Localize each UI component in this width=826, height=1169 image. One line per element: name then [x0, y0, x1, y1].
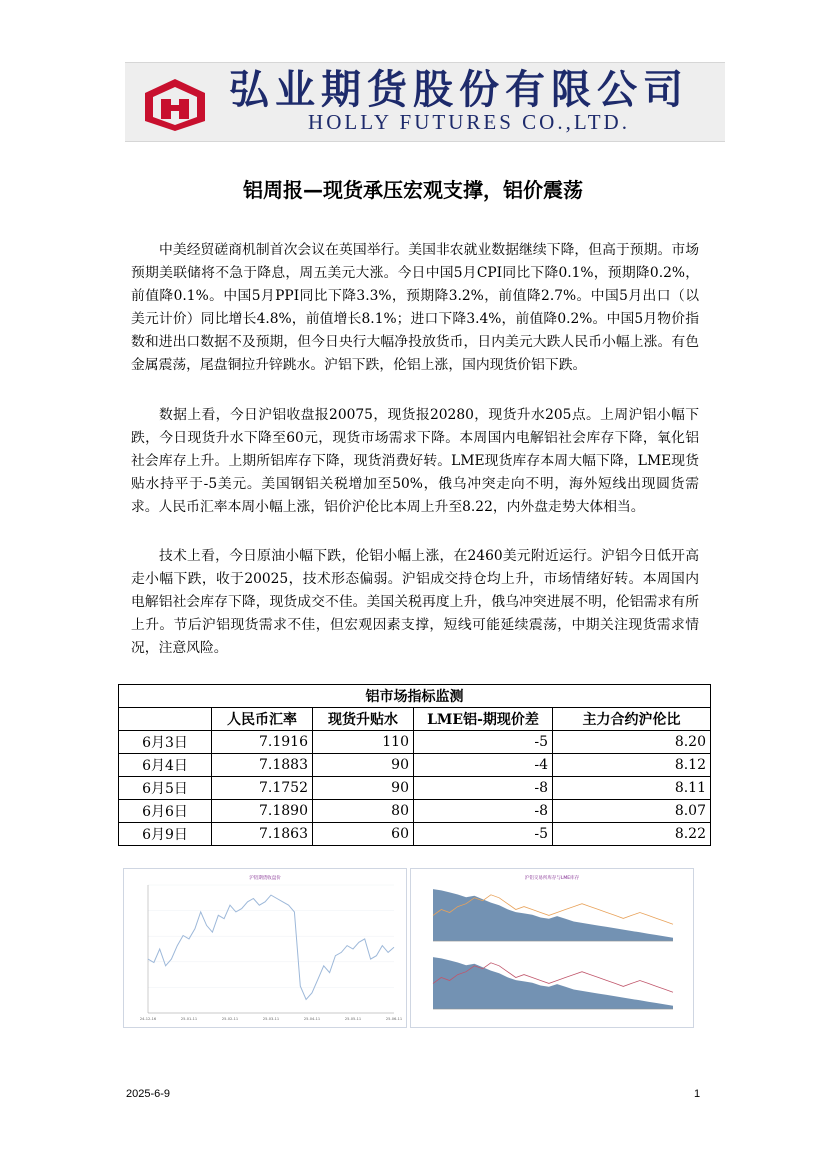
table-header-cell: LME铝-期现价差: [414, 708, 553, 731]
table-cell: 90: [313, 777, 414, 800]
company-logo-icon: [139, 71, 211, 133]
x-tick-label: 25-03-11: [262, 1017, 280, 1021]
table-cell: 7.1752: [212, 777, 313, 800]
table-cell: -5: [414, 731, 553, 754]
x-tick-label: 25-06-11: [385, 1017, 403, 1021]
footer-page-number: 1: [694, 1088, 701, 1100]
x-tick-label: 25-05-11: [344, 1017, 362, 1021]
table-cell: -5: [414, 823, 553, 846]
paragraph-data: 数据上看，今日沪铝收盘报20075，现货报20280，现货升水205点。上周沪铝小幅下跌，今日现货升水下降至60元，现货市场需求下降。本周国内电解铝社会库存下降，氧化铝社会库存上升。上期所铝库存下降，现货消费好转。LME现货库存本周大幅下降，LME现货贴水持平于-5美元。美国钢铝关税增加至50%，俄乌冲突走向不明，海外短线出现圆货需求。人民币汇率本周小幅上涨，铝价沪伦比本周上升至8.22，内外盘走势大体相当。: [131, 407, 699, 515]
table-cell-date: 6月3日: [119, 731, 212, 754]
price-line-chart-svg: [124, 869, 406, 1027]
table-cell: -8: [414, 777, 553, 800]
chart-title: 沪铝期货收盘价: [249, 876, 281, 881]
x-tick-label: 25-01-11: [180, 1017, 198, 1021]
area-series: [433, 957, 673, 1009]
table-cell: -8: [414, 800, 553, 823]
inventory-area-chart: [410, 868, 694, 1028]
table-cell: 7.1883: [212, 754, 313, 777]
table-cell-date: 6月4日: [119, 754, 212, 777]
table-cell: 7.1863: [212, 823, 313, 846]
inventory-area-chart-svg: [411, 869, 693, 1027]
x-tick-label: 24-12-16: [139, 1017, 157, 1021]
paragraph-macro: 中美经贸磋商机制首次会议在英国举行。美国非农就业数据继续下降，但高于预期。市场预期美联储将不急于降息，周五美元大涨。今日中国5月CPI同比下降0.1%，预期降0.2%，前值降0.1%。中国5月PPI同比下降3.3%，预期降3.2%，前值降2.7%。中国5月出口（以美元计价）同比增长4.8%，前值增长8.1%；进口下降3.4%，前值降0.2%。中国5月物价指数和进出口数据不及预期，但今日央行大幅净投放货币，日内美元大跌人民币小幅上涨。有色金属震荡，尾盘铜拉升锌跳水。沪铝下跌，伦铝上涨，国内现货价铝下跌。: [131, 242, 699, 373]
table-cell: 8.11: [553, 777, 711, 800]
table-cell-date: 6月9日: [119, 823, 212, 846]
table-cell: 8.20: [553, 731, 711, 754]
table-row: [119, 754, 711, 777]
table-cell: 8.12: [553, 754, 711, 777]
area-series: [433, 889, 673, 941]
table-header-cell: [119, 708, 212, 731]
x-tick-label: 25-02-11: [221, 1017, 239, 1021]
table-cell: 60: [313, 823, 414, 846]
chart-title: 沪铝交易所库存与LME库存: [524, 876, 580, 881]
table-cell: 8.07: [553, 800, 711, 823]
table-row: [119, 823, 711, 846]
x-tick-label: 25-04-11: [303, 1017, 321, 1021]
table-row: [119, 777, 711, 800]
table-cell: 110: [313, 731, 414, 754]
table-cell: 7.1916: [212, 731, 313, 754]
table-cell: 7.1890: [212, 800, 313, 823]
aluminum-metrics-table: [118, 684, 711, 846]
company-banner: [125, 62, 725, 142]
company-name-en: HOLLY FUTURES CO.,LTD.: [308, 110, 630, 134]
report-title: 铝周报—现货承压宏观支撑，铝价震荡: [243, 178, 583, 202]
table-header-cell: 主力合约沪伦比: [553, 708, 711, 731]
footer-date: 2025-6-9: [126, 1088, 171, 1100]
table-cell-date: 6月5日: [119, 777, 212, 800]
table-cell: 80: [313, 800, 414, 823]
table-header-cell: 人民币汇率: [212, 708, 313, 731]
paragraph-technical: 技术上看，今日原油小幅下跌，伦铝小幅上涨，在2460美元附近运行。沪铝今日低开高走小幅下跌，收于20025，技术形态偏弱。沪铝成交持仓均上升，市场情绪好转。本周国内电解铝社会库存下降，现货成交不佳。美国关税再度上升，俄乌冲突进展不明，伦铝需求有所上升。节后沪铝现货需求不佳，但宏观因素支撑，短线可能延续震荡，中期关注现货需求情况，注意风险。: [131, 548, 699, 656]
price-line-chart: [123, 868, 407, 1028]
company-name-cn: 弘业期货股份有限公司: [229, 66, 689, 113]
table-cell: 8.22: [553, 823, 711, 846]
table-cell-date: 6月6日: [119, 800, 212, 823]
table-header-row: [119, 708, 711, 731]
table-row: [119, 800, 711, 823]
table-header-cell: 现货升贴水: [313, 708, 414, 731]
table-caption: 铝市场指标监测: [119, 685, 711, 708]
table-cell: -4: [414, 754, 553, 777]
table-cell: 90: [313, 754, 414, 777]
table-row: [119, 731, 711, 754]
